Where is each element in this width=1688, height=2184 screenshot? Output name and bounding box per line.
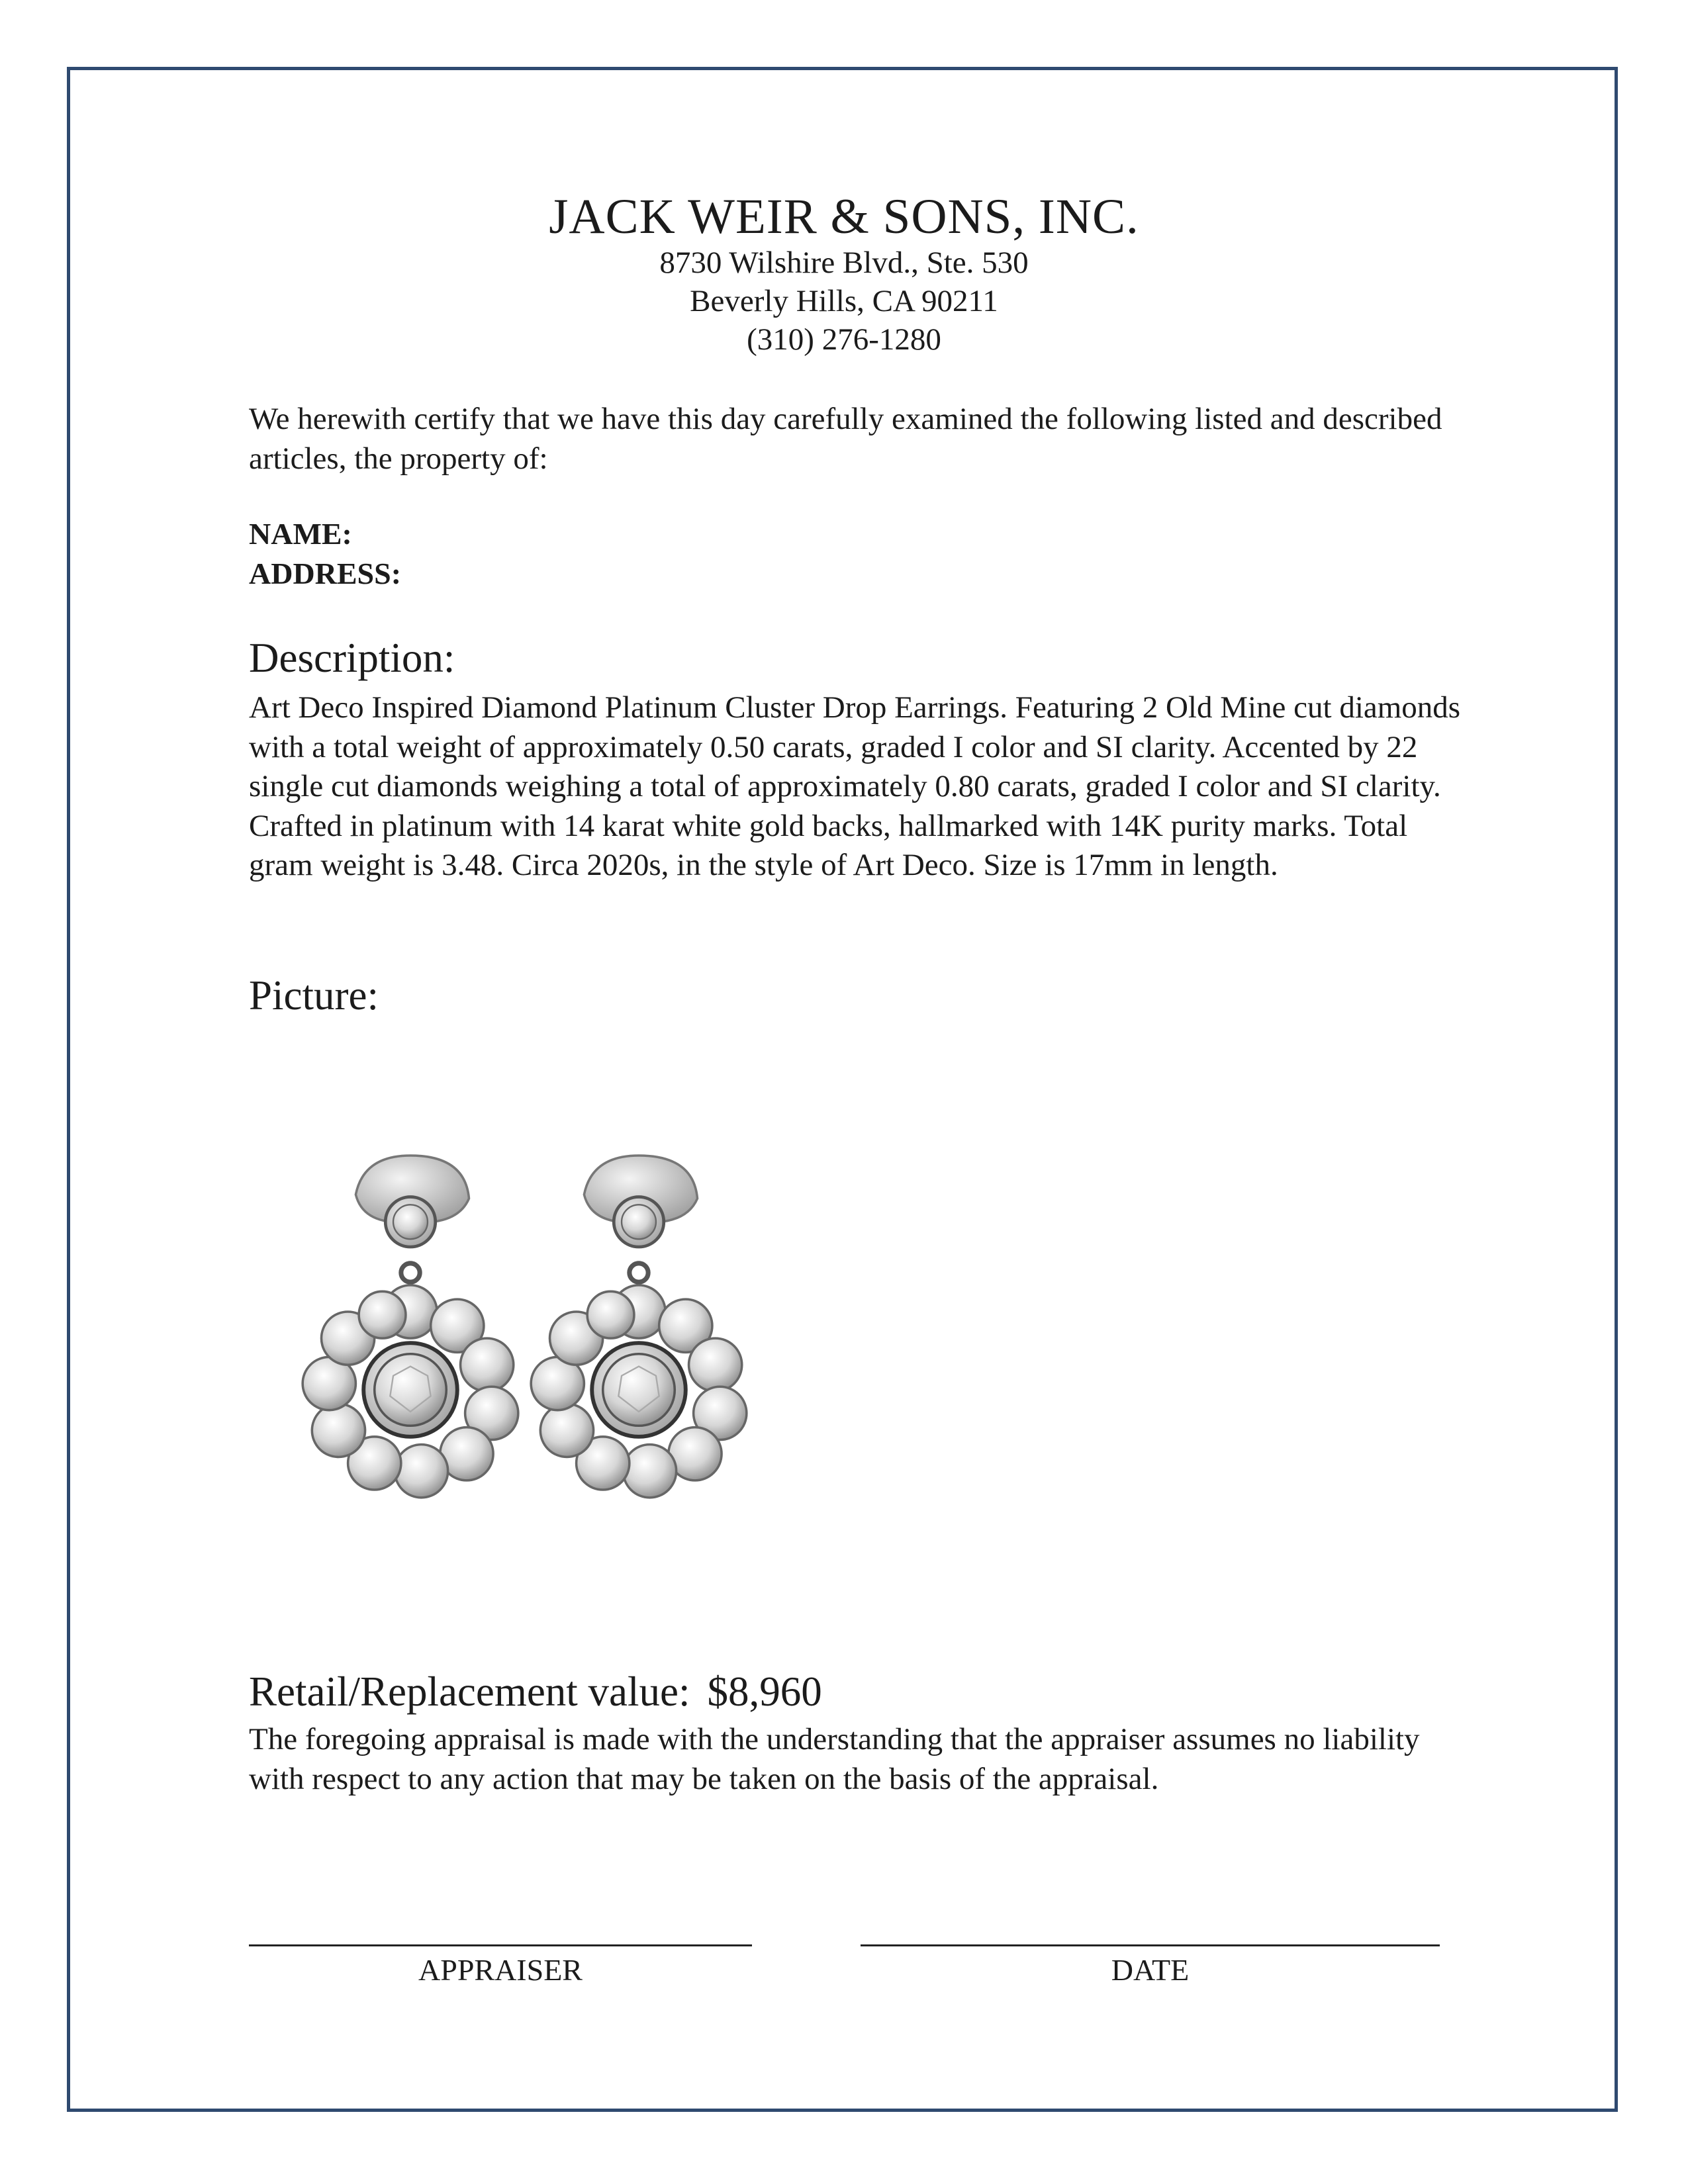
page-border [67,67,1618,2112]
company-address-line2: Beverly Hills, CA 90211 [690,284,998,318]
date-signature-line [861,1944,1440,1946]
company-address-line1: 8730 Wilshire Blvd., Ste. 530 [659,246,1029,280]
appraiser-label: APPRAISER [418,1953,583,1987]
appraiser-signature-line [249,1944,752,1946]
description-heading: Description: [249,635,455,681]
liability-disclaimer: The foregoing appraisal is made with the understanding that the appraiser assumes no liability with respect to any action that may be taken on the basis of the appraisal. [249,1722,1420,1796]
valuation-label: Retail/Replacement value: [249,1668,690,1715]
company-phone: (310) 276-1280 [747,322,941,357]
owner-address-label: ADDRESS: [249,557,402,590]
valuation-amount: $8,960 [707,1668,822,1715]
date-label: DATE [1111,1953,1190,1987]
owner-name-label: NAME: [249,517,352,551]
earrings-photo [291,1138,755,1535]
certification-intro: We herewith certify that we have this day carefully examined the following listed and described articles, the property of: [249,402,1442,476]
valuation-line [249,1668,822,1716]
company-name: JACK WEIR & SONS, INC. [549,189,1139,244]
description-text: Art Deco Inspired Diamond Platinum Cluster Drop Earrings. Featuring 2 Old Mine cut diamonds with a total weight of approximately 0.50 carats, graded I color and SI clarity. Accented by 22 single cut diamonds weighing a total of approximately 0.80 carats, graded I color and SI clarity. Crafted in platinum with 14 karat white gold backs, hallmarked with 14K purity marks. Total gram weight is 3.48. Circa 2020s, in the style of Art Deco. Size is 17mm in length. [249,690,1461,882]
picture-heading: Picture: [249,972,379,1019]
